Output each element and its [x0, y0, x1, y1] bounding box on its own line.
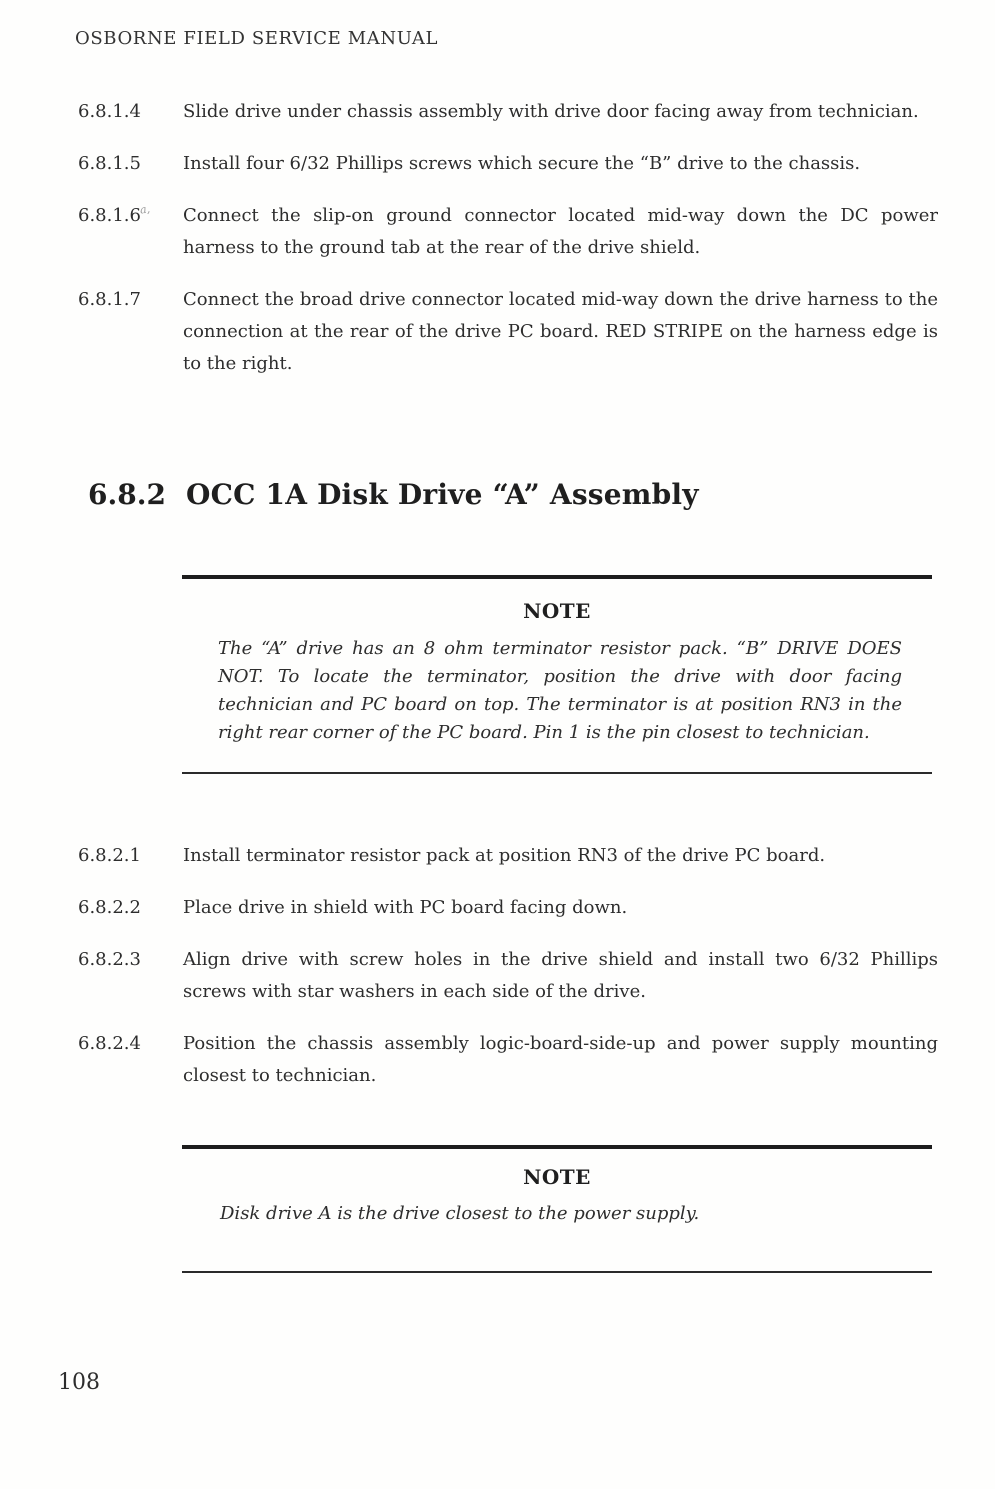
- step-text: Connect the broad drive connector located mid-way down the drive harness to the connection at the rear of the drive PC board. RED STRIPE on the harness edge is to the right.: [183, 289, 938, 374]
- step-text: Position the chassis assembly logic-board-side-up and power supply mounting closest to technician.: [183, 1033, 938, 1086]
- step-number: 6.8.2.3: [78, 949, 141, 970]
- step-number: 6.8.1.6: [78, 205, 141, 226]
- step-number: 6.8.1.5: [78, 153, 141, 174]
- step-text: Install four 6/32 Phillips screws which secure the “B” drive to the chassis.: [183, 153, 861, 174]
- step-text: Slide drive under chassis assembly with drive door facing away from technician.: [183, 101, 919, 122]
- procedure-step: [78, 96, 938, 128]
- step-number: 6.8.1.7: [78, 289, 141, 310]
- note-text: The “A” drive has an 8 ohm terminator resistor pack. “B” DRIVE DOES NOT. To locate the terminator, position the drive with door facing technician and PC board on top. The terminator is at position RN3 in the right rear corner of the PC board. Pin 1 is the pin closest to technician.: [218, 638, 902, 743]
- section-title: OCC 1A Disk Drive “A” Assembly: [186, 478, 699, 511]
- step-text: Connect the slip-on ground connector located mid-way down the DC power harness to the ground tab at the rear of the drive shield.: [183, 205, 938, 258]
- procedure-step: [78, 1028, 938, 1092]
- handwritten-annotation: a,: [139, 202, 151, 217]
- section-heading: [88, 478, 699, 511]
- note-label: NOTE: [523, 599, 591, 623]
- step-text: Install terminator resistor pack at position RN3 of the drive PC board.: [183, 845, 826, 866]
- procedure-step: [78, 284, 938, 380]
- procedure-list-682: [78, 840, 938, 1112]
- step-number: 6.8.2.1: [78, 845, 141, 866]
- step-number: 6.8.2.4: [78, 1033, 141, 1054]
- note-label: NOTE: [523, 1165, 591, 1189]
- step-number: 6.8.1.4: [78, 101, 141, 122]
- procedure-list-681: [78, 96, 938, 400]
- document-header: OSBORNE FIELD SERVICE MANUAL: [75, 28, 439, 49]
- page-number: 108: [58, 1370, 100, 1395]
- procedure-step: [78, 200, 938, 264]
- step-text: Place drive in shield with PC board facing down.: [183, 897, 628, 918]
- procedure-step: [78, 944, 938, 1008]
- procedure-step: [78, 148, 938, 180]
- procedure-step: [78, 892, 938, 924]
- note-text: Disk drive A is the drive closest to the power supply.: [220, 1203, 700, 1224]
- note-block-drive-a: [182, 1145, 932, 1273]
- step-number: 6.8.2.2: [78, 897, 141, 918]
- procedure-step: [78, 840, 938, 872]
- section-number: 6.8.2: [88, 478, 166, 511]
- step-text: Align drive with screw holes in the drive shield and install two 6/32 Phillips screws with star washers in each side of the drive.: [183, 949, 938, 1002]
- note-block-terminator: [182, 575, 932, 774]
